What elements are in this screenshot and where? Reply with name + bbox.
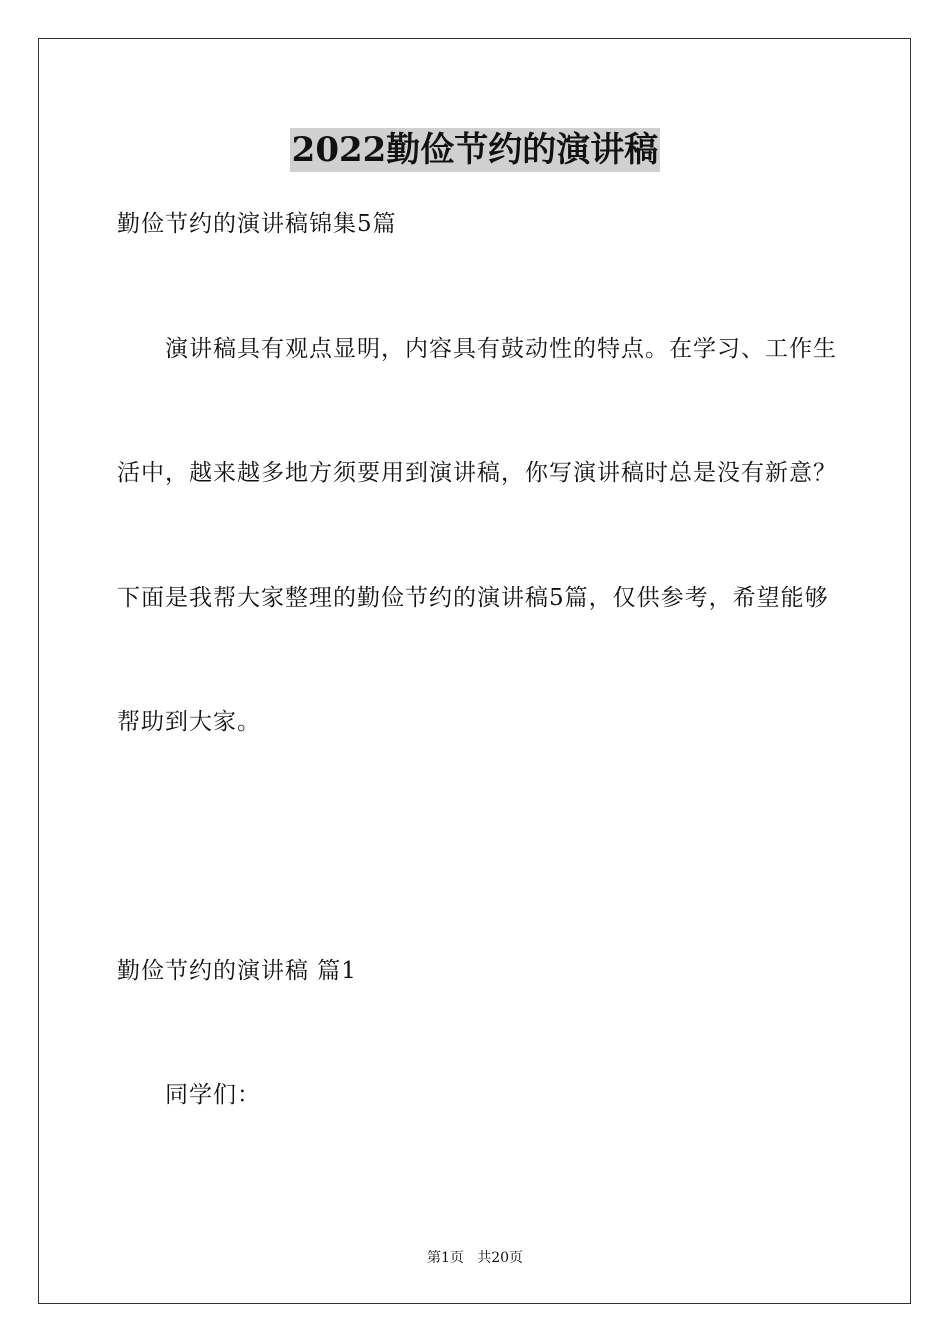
document-subtitle: 勤俭节约的演讲稿锦集5篇 [117, 211, 397, 237]
document-title: 2022勤俭节约的演讲稿 [291, 130, 659, 170]
paragraph-line-3: 下面是我帮大家整理的勤俭节约的演讲稿5篇，仅供参考，希望能够 [117, 585, 829, 611]
paragraph-line-1: 演讲稿具有观点显明，内容具有鼓动性的特点。在学习、工作生 [165, 336, 837, 362]
page-footer [0, 1249, 950, 1267]
page-number: 第1页 共20页 [426, 1250, 524, 1266]
section-heading: 勤俭节约的演讲稿 篇1 [117, 958, 357, 984]
paragraph-line-4: 帮助到大家。 [117, 709, 261, 735]
greeting: 同学们： [165, 1082, 261, 1108]
title-container [0, 128, 950, 172]
paragraph-line-2: 活中，越来越多地方须要用到演讲稿，你写演讲稿时总是没有新意？ [117, 460, 837, 486]
